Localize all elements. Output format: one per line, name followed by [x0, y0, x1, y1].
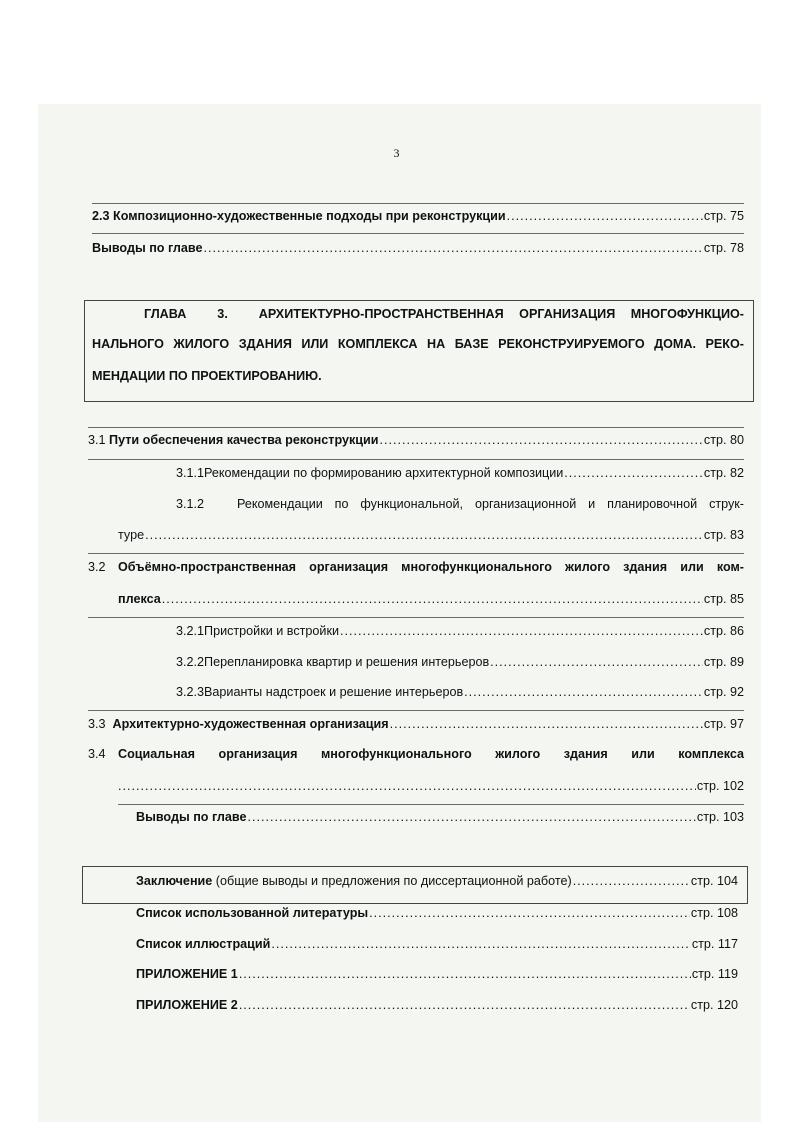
toc-entry-3-1[interactable] [88, 432, 744, 448]
separator-rule [88, 459, 744, 460]
toc-entry-3-2-2[interactable] [176, 654, 744, 670]
leader-dots [380, 432, 703, 448]
toc-entry-title: Выводы по главе [92, 241, 203, 255]
toc-entry-title: Пути обеспечения качества реконструкции [109, 433, 379, 447]
toc-entry-number: 3.4 [88, 747, 106, 761]
toc-entry-page: стр. 85 [703, 592, 744, 606]
toc-entry-title: Список иллюстраций [136, 937, 271, 951]
toc-entry-title: Социальная организация многофункционального жилого здания или комплекса [118, 747, 744, 761]
toc-entry-page: стр. 86 [703, 624, 744, 638]
toc-entry-number: 3.2 [88, 560, 106, 574]
toc-entry-conclusion[interactable] [136, 873, 738, 889]
toc-entry-number: 3.2.2 [176, 655, 205, 669]
toc-entry-page: стр. 102 [696, 779, 744, 793]
leader-dots [369, 905, 690, 921]
toc-entry-page: стр. 82 [703, 466, 744, 480]
leader-dots [573, 873, 690, 889]
separator-rule [92, 203, 744, 204]
toc-entry-title: Рекомендации по функциональной, организационной и планировочной струк- [237, 497, 744, 511]
toc-entry-illustrations[interactable] [136, 936, 738, 952]
toc-entry-title-continued: плекса [118, 592, 161, 606]
toc-entry-note: (общие выводы и предложения по диссертационной работе) [212, 874, 572, 888]
toc-entry-number: 3.3 [88, 717, 106, 731]
leader-dots [464, 684, 703, 700]
chapter-3-heading-line-2[interactable]: НАЛЬНОГО ЖИЛОГО ЗДАНИЯ ИЛИ КОМПЛЕКСА НА БАЗЕ РЕКОНСТРУИРУЕМОГО ДОМА. РЕКО- [92, 337, 744, 351]
toc-entry-3-1-2-line-1[interactable] [176, 496, 744, 512]
toc-entry-3-1-1[interactable] [176, 465, 744, 481]
toc-entry-page: стр. 120 [690, 998, 738, 1012]
toc-entry-page: стр. 108 [690, 906, 738, 920]
toc-entry-title: Варианты надстроек и решение интерьеров [204, 685, 464, 699]
toc-entry-title: Выводы по главе [136, 810, 247, 824]
toc-entry-number: 3.1 [88, 433, 106, 447]
chapter-3-heading-line-1[interactable]: ГЛАВА 3. АРХИТЕКТУРНО-ПРОСТРАНСТВЕННАЯ ОРГАНИЗАЦИЯ МНОГОФУНКЦИО- [144, 307, 745, 321]
toc-entry-page: стр. 89 [703, 655, 744, 669]
leader-dots [271, 936, 690, 952]
leader-dots [248, 809, 696, 825]
toc-entry-3-2-line-1[interactable] [88, 559, 744, 575]
toc-entry-3-2-3[interactable] [176, 684, 744, 700]
leader-dots [507, 208, 703, 224]
toc-entry-title: Архитектурно-художественная организация [112, 717, 389, 731]
separator-rule [88, 427, 744, 428]
leader-dots [564, 465, 703, 481]
toc-entry-title: ПРИЛОЖЕНИЕ 2 [136, 998, 238, 1012]
toc-entry-page: стр. 78 [703, 241, 744, 255]
leader-dots [118, 778, 696, 794]
toc-entry-appendix-1[interactable] [136, 966, 738, 982]
toc-entry-number: 3.1.1 [176, 466, 205, 480]
toc-entry-title: Заключение [136, 874, 213, 888]
toc-entry-page: стр. 92 [703, 685, 744, 699]
separator-rule [88, 553, 744, 554]
leader-dots [162, 591, 703, 607]
toc-entry-2-3[interactable] [92, 208, 744, 224]
leader-dots [390, 716, 703, 732]
toc-entry-title-continued: туре [118, 528, 145, 542]
toc-entry-title: Пристройки и встройки [204, 624, 339, 638]
toc-entry-number: 3.2.3 [176, 685, 205, 699]
toc-entry-page: стр. 119 [691, 967, 738, 981]
toc-entry-appendix-2[interactable] [136, 997, 738, 1013]
chapter-number: 3 [217, 307, 225, 321]
toc-entry-page: стр. 83 [703, 528, 744, 542]
toc-entry-3-4-line-2[interactable] [118, 778, 744, 794]
toc-entry-title: Рекомендации по формированию архитектурной композиции [204, 466, 564, 480]
toc-entry-title: Композиционно-художественные подходы при реконструкции [113, 209, 506, 223]
toc-entry-title: Перепланировка квартир и решения интерьеров [204, 655, 490, 669]
leader-dots [239, 997, 690, 1013]
toc-entry-page: стр. 80 [703, 433, 744, 447]
leader-dots [340, 623, 703, 639]
toc-entry-chapter3-conclusions[interactable] [136, 809, 744, 825]
toc-entry-number: 2.3 [92, 209, 110, 223]
leader-dots [204, 240, 703, 256]
toc-entry-3-2-line-2[interactable] [118, 591, 744, 607]
chapter-3-heading-line-3[interactable]: МЕНДАЦИИ ПО ПРОЕКТИРОВАНИЮ. [92, 369, 322, 383]
separator-rule [118, 804, 744, 805]
toc-entry-3-2-1[interactable] [176, 623, 744, 639]
chapter-prefix: ГЛАВА [144, 307, 187, 321]
toc-entry-3-3[interactable] [88, 716, 744, 732]
toc-entry-3-4-line-1[interactable] [88, 746, 744, 762]
toc-entry-page: стр. 75 [703, 209, 744, 223]
separator-rule [92, 233, 744, 234]
toc-entry-title: Объёмно-пространственная организация многофункционального жилого здания или ком- [118, 560, 744, 574]
toc-entry-3-1-2-line-2[interactable] [118, 527, 744, 543]
toc-entry-page: стр. 103 [696, 810, 744, 824]
toc-entry-page: стр. 117 [691, 937, 738, 951]
toc-entry-number: 3.2.1 [176, 624, 205, 638]
chapter-title-part: АРХИТЕКТУРНО-ПРОСТРАНСТВЕННАЯ ОРГАНИЗАЦИЯ МНОГОФУНКЦИО- [258, 307, 745, 321]
leader-dots [145, 527, 703, 543]
toc-entry-chapter2-conclusions[interactable] [92, 240, 744, 256]
toc-entry-references[interactable] [136, 905, 738, 921]
page-number: 3 [393, 146, 400, 160]
separator-rule [88, 710, 744, 711]
leader-dots [490, 654, 703, 670]
toc-entry-title: Список использованной литературы [136, 906, 369, 920]
toc-entry-title: ПРИЛОЖЕНИЕ 1 [136, 967, 238, 981]
toc-entry-number: 3.1.2 [176, 497, 205, 511]
toc-entry-page: стр. 104 [690, 874, 738, 888]
separator-rule [88, 617, 744, 618]
toc-entry-page: стр. 97 [703, 717, 744, 731]
leader-dots [239, 966, 691, 982]
